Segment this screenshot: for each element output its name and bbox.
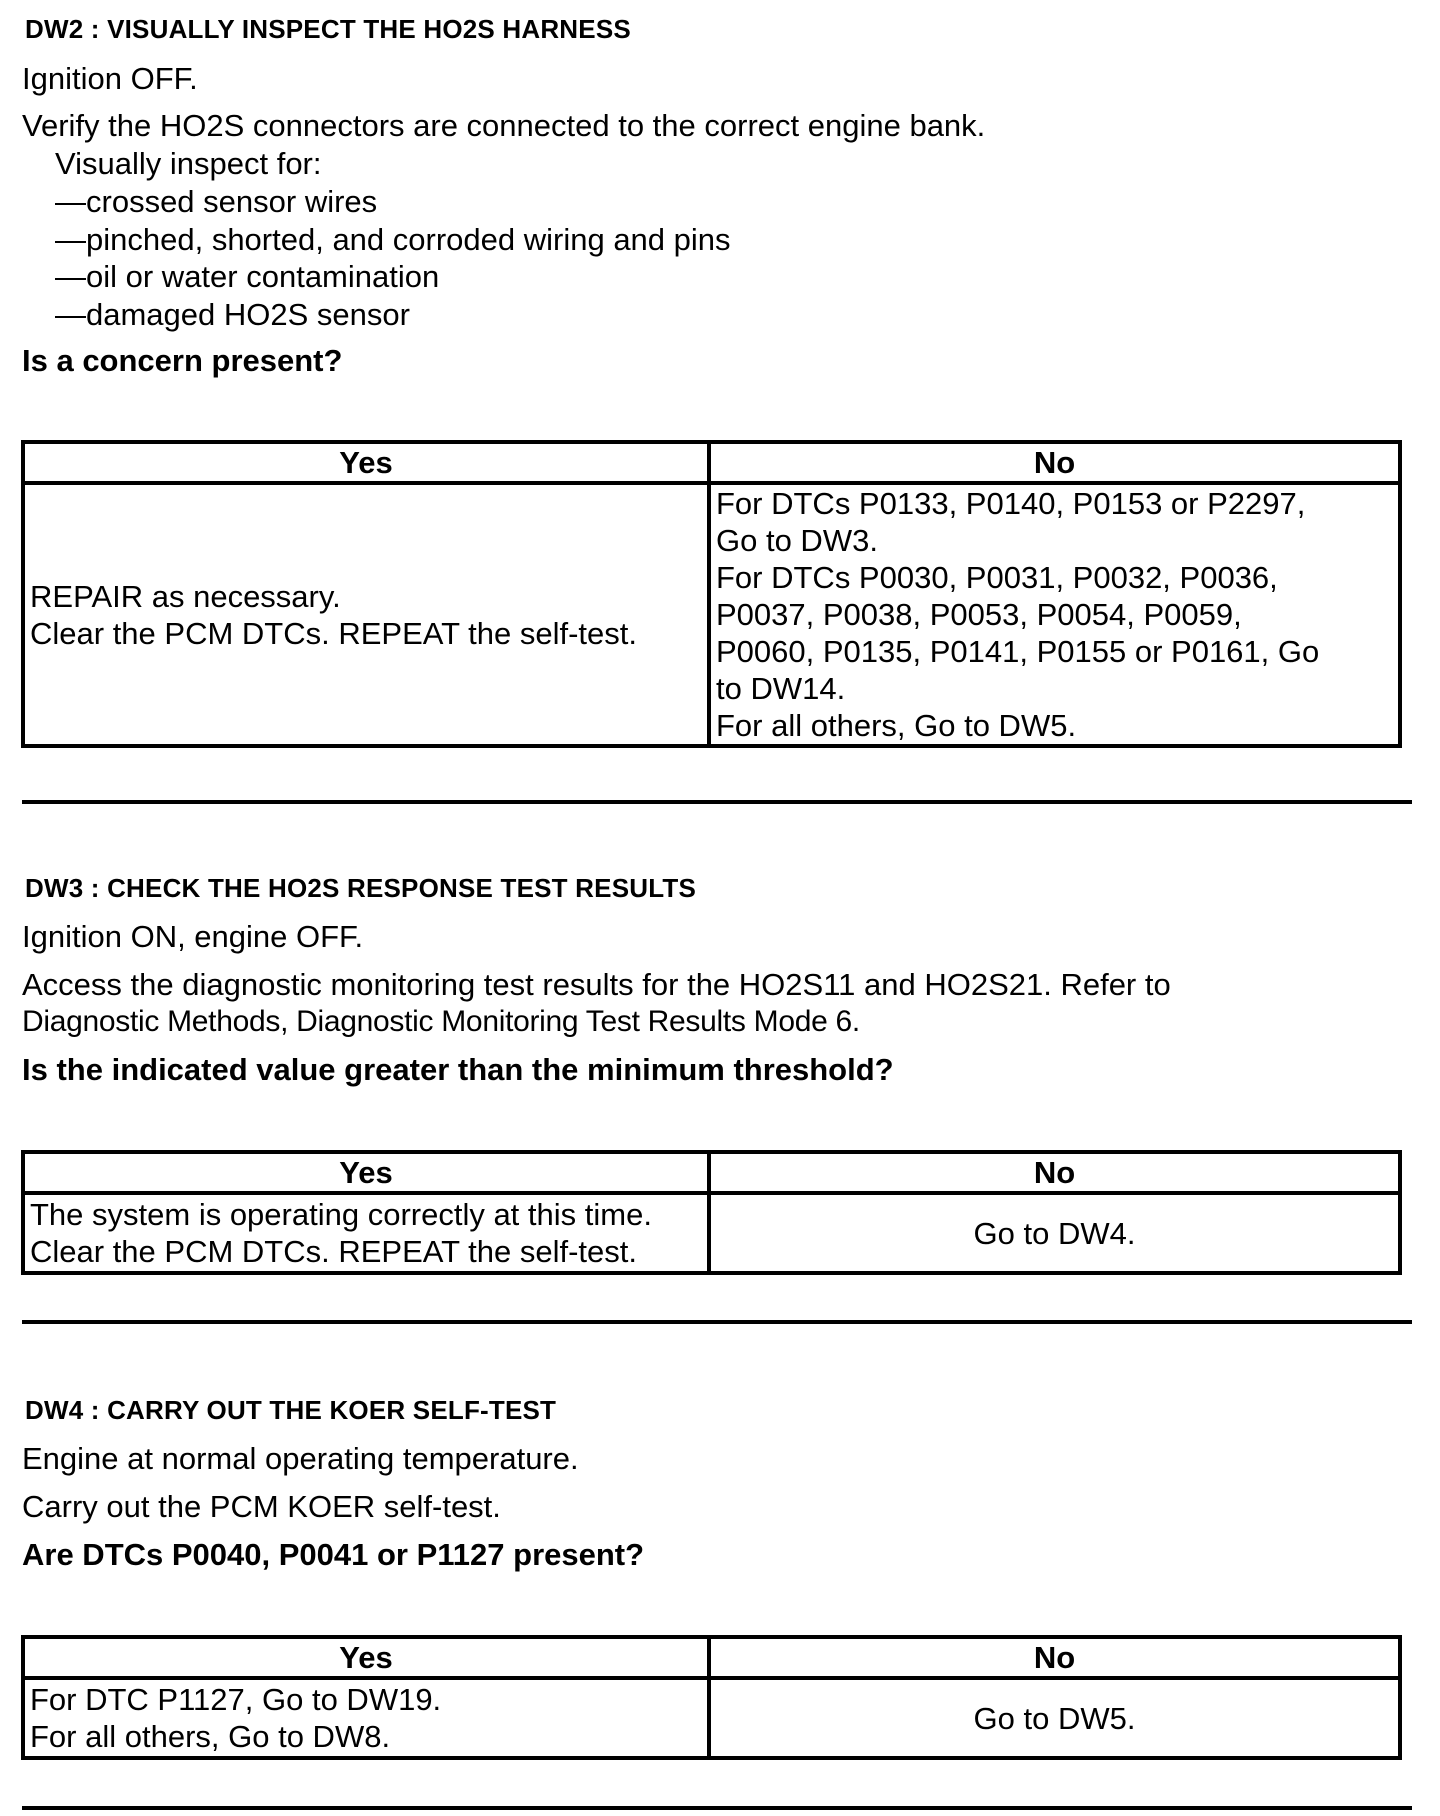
- dw2-no-cell: [709, 483, 1400, 746]
- dw4-carry-out-text: Carry out the PCM KOER self-test.: [22, 1489, 501, 1524]
- dw2-ignition-text: Ignition OFF.: [22, 61, 198, 96]
- dw2-inspect-item: —oil or water contamination: [55, 259, 440, 294]
- dw3-response-table: [21, 1150, 1402, 1275]
- dw2-no-line: P0060, P0135, P0141, P0155 or P0161, Go: [716, 634, 1320, 669]
- dw3-yes-header: Yes: [23, 1152, 709, 1193]
- dw2-yes-cell: [23, 483, 709, 746]
- dw4-engine-text: Engine at normal operating temperature.: [22, 1441, 579, 1476]
- dw3-access-text: Access the diagnostic monitoring test results for the HO2S11 and HO2S21. Refer to: [22, 967, 1171, 1002]
- dw2-inspect-item: —crossed sensor wires: [55, 184, 378, 219]
- dw2-no-header: No: [709, 442, 1400, 483]
- dw2-verify-text: Verify the HO2S connectors are connected to the correct engine bank.: [22, 108, 986, 143]
- dw2-no-line: For DTCs P0133, P0140, P0153 or P2297,: [716, 486, 1306, 521]
- dw2-yes-line: Clear the PCM DTCs. REPEAT the self-test.: [30, 615, 637, 651]
- dw2-inspect-item: —pinched, shorted, and corroded wiring and pins: [55, 222, 731, 257]
- dw4-yes-line: For DTC P1127, Go to DW19.: [30, 1682, 442, 1717]
- dw4-question: Are DTCs P0040, P0041 or P1127 present?: [22, 1537, 645, 1572]
- dw2-no-line: Go to DW3.: [716, 523, 878, 558]
- dw4-no-cell: Go to DW5.: [709, 1678, 1400, 1758]
- dw3-ignition-text: Ignition ON, engine OFF.: [22, 919, 364, 954]
- dw2-no-line: For DTCs P0030, P0031, P0032, P0036,: [716, 560, 1278, 595]
- dw4-yes-line: For all others, Go to DW8.: [30, 1719, 391, 1754]
- dw4-yes-header: Yes: [23, 1637, 709, 1678]
- dw2-no-line: For all others, Go to DW5.: [716, 708, 1077, 743]
- dw2-no-line: P0037, P0038, P0053, P0054, P0059,: [716, 597, 1242, 632]
- dw3-question: Is the indicated value greater than the minimum threshold?: [22, 1052, 894, 1087]
- dw2-inspect-item: —damaged HO2S sensor: [55, 297, 410, 332]
- dw3-no-cell: Go to DW4.: [709, 1193, 1400, 1273]
- dw3-yes-line: The system is operating correctly at this time.: [30, 1197, 652, 1232]
- dw2-question: Is a concern present?: [22, 343, 343, 378]
- dw3-refer-text: Diagnostic Methods, Diagnostic Monitoring Test Results Mode 6.: [22, 1005, 860, 1038]
- dw4-yes-cell: [23, 1678, 709, 1758]
- section-divider: [22, 800, 1412, 804]
- dw3-title: DW3 : CHECK THE HO2S RESPONSE TEST RESULTS: [25, 873, 696, 903]
- dw4-no-header: No: [709, 1637, 1400, 1678]
- dw3-yes-line: Clear the PCM DTCs. REPEAT the self-test.: [30, 1234, 637, 1269]
- dw3-yes-cell: [23, 1193, 709, 1273]
- dw4-response-table: [21, 1635, 1402, 1760]
- dw2-response-table: [21, 440, 1402, 748]
- section-divider: [22, 1806, 1412, 1810]
- dw2-no-line: to DW14.: [716, 671, 846, 706]
- dw2-title: DW2 : VISUALLY INSPECT THE HO2S HARNESS: [25, 14, 631, 44]
- dw2-inspect-heading: Visually inspect for:: [55, 146, 322, 181]
- dw3-no-header: No: [709, 1152, 1400, 1193]
- dw2-yes-header: Yes: [23, 442, 709, 483]
- dw4-title: DW4 : CARRY OUT THE KOER SELF-TEST: [25, 1395, 557, 1425]
- section-divider: [22, 1320, 1412, 1324]
- dw2-yes-line: REPAIR as necessary.: [30, 578, 341, 614]
